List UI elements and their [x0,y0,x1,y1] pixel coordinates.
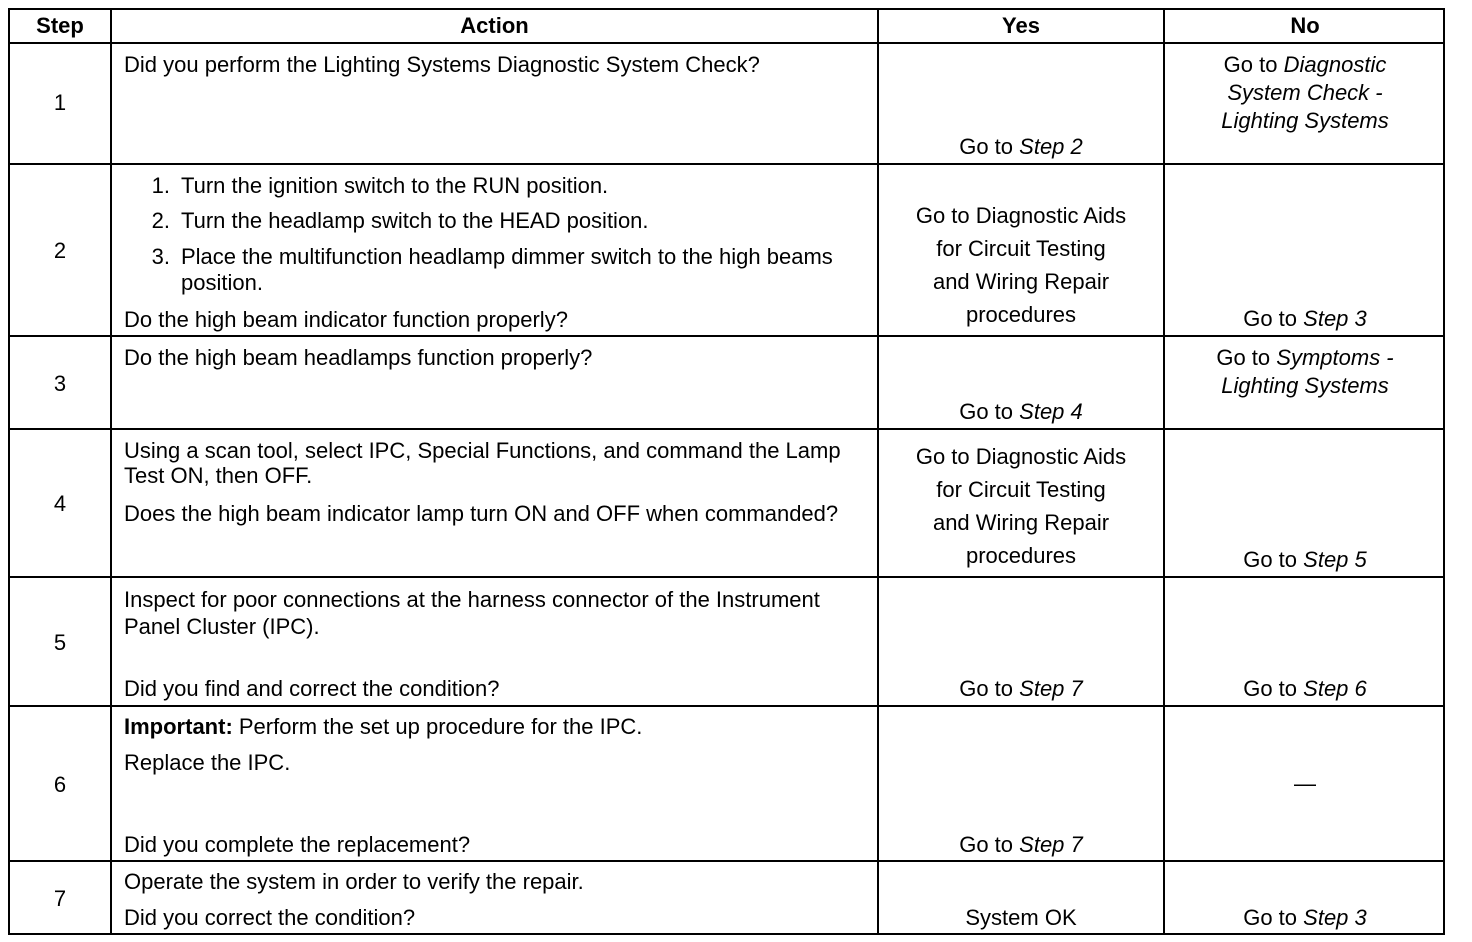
action-text: Inspect for poor connections at the harness connector of the Instrument Panel Cluster (IPC). [124,587,820,639]
step-cell [10,337,112,430]
step-number: 4 [53,491,67,516]
list-item: 3. Place the multifunction headlamp dimmer switch to the high beams position. [151,244,833,295]
action-text: Replace the IPC. [124,750,291,775]
no-cell [1165,430,1445,578]
no-link[interactable]: Go to Step 6 [1243,676,1367,701]
header-yes: Yes [879,10,1165,44]
step-number: 5 [53,630,67,655]
diagnostic-table [8,8,1445,935]
yes-cell [879,44,1165,165]
step-number: 1 [53,90,67,115]
action-question: Did you complete the replacement? [124,832,471,857]
step-cell [10,430,112,578]
no-link[interactable]: Go to Symptoms - Lighting Systems [1216,345,1394,398]
step-cell [10,862,112,935]
no-cell [1165,165,1445,337]
yes-cell [879,337,1165,430]
action-question: Does the high beam indicator lamp turn ON and OFF when commanded? [124,501,839,526]
list-item: 2. Turn the headlamp switch to the HEAD position. [151,208,649,233]
step-number: 7 [53,886,67,911]
no-link[interactable]: Go to Step 3 [1243,905,1367,930]
no-link[interactable]: Go to Diagnostic System Check - Lighting Systems [1221,52,1389,133]
yes-cell [879,862,1165,935]
yes-cell [879,430,1165,578]
step-cell [10,44,112,165]
yes-link[interactable]: Go to Diagnostic Aids for Circuit Testing and Wiring Repair procedures [915,444,1127,568]
header-step: Step [10,10,112,44]
action-cell [112,707,879,862]
yes-text: System OK [965,905,1077,930]
action-cell [112,430,879,578]
action-text: Did you perform the Lighting Systems Diagnostic System Check? [124,52,760,77]
action-cell [112,862,879,935]
yes-cell [879,578,1165,707]
no-cell [1165,707,1445,862]
header-action: Action [112,10,879,44]
no-link[interactable]: Go to Step 5 [1243,547,1367,572]
no-link[interactable]: Go to Step 3 [1243,306,1367,331]
step-number: 3 [53,371,67,396]
list-item: 1. Turn the ignition switch to the RUN position. [151,173,609,198]
no-cell [1165,578,1445,707]
no-text: — [1294,771,1316,796]
action-question: Did you correct the condition? [124,905,416,930]
action-cell [112,44,879,165]
yes-cell [879,707,1165,862]
no-cell [1165,337,1445,430]
step-cell [10,578,112,707]
yes-link[interactable]: Go to Step 7 [959,676,1083,701]
action-text: Using a scan tool, select IPC, Special Functions, and command the Lamp Test ON, then OFF. [124,438,841,488]
action-text: Operate the system in order to verify the repair. [124,869,584,894]
action-cell [112,165,879,337]
yes-link[interactable]: Go to Step 4 [959,399,1083,424]
action-cell [112,337,879,430]
step-cell [10,165,112,337]
step-number: 2 [53,238,67,263]
no-cell [1165,862,1445,935]
action-question: Did you find and correct the condition? [124,676,500,701]
yes-link[interactable]: Go to Diagnostic Aids for Circuit Testing and Wiring Repair procedures [915,203,1127,327]
step-number: 6 [53,772,67,797]
action-cell [112,578,879,707]
action-text: Do the high beam headlamps function properly? [124,345,593,370]
no-cell [1165,44,1445,165]
important-note: Important: Perform the set up procedure for the IPC. [124,714,643,739]
header-no: No [1165,10,1445,44]
yes-link[interactable]: Go to Step 7 [959,832,1083,857]
action-question: Do the high beam indicator function properly? [124,307,568,332]
yes-cell [879,165,1165,337]
step-cell [10,707,112,862]
yes-link[interactable]: Go to Step 2 [959,134,1083,159]
